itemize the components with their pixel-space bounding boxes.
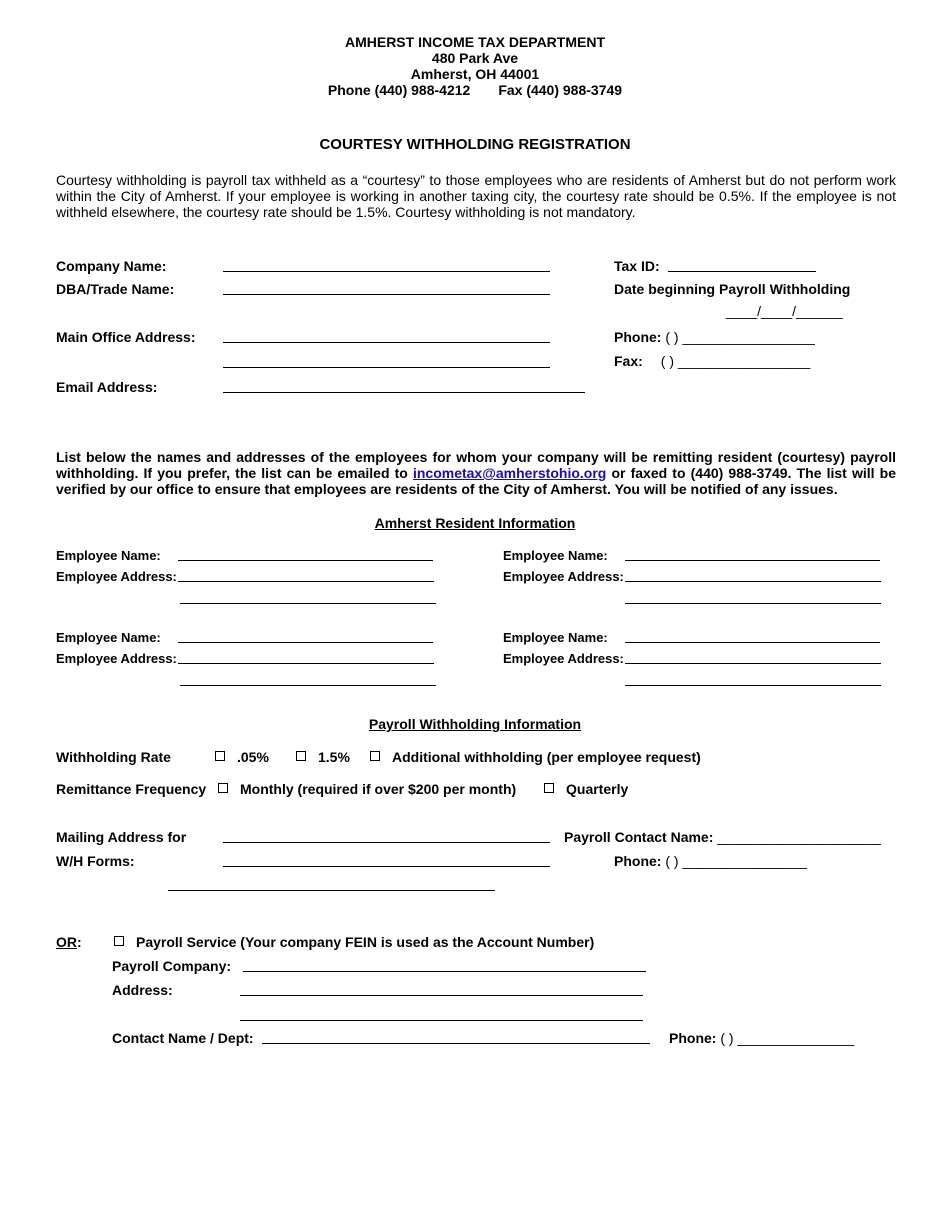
department-street: 480 Park Ave <box>431 50 519 66</box>
employee-address-label: Employee Address: <box>56 651 177 666</box>
checkbox-icon[interactable] <box>218 783 228 793</box>
email-link[interactable]: incometax@amherstohio.org <box>412 465 607 481</box>
checkbox-icon[interactable] <box>296 751 306 761</box>
service-phone-field[interactable]: ( ) _______________ <box>720 1030 855 1046</box>
list-instructions-part1: List below the names and addresses of the employees for whom your company will be remitting resident (courtesy) payroll withholding. If you prefer, the list can be emailed to <box>56 449 896 481</box>
dba-field[interactable] <box>223 294 550 295</box>
employee-address-label: Employee Address: <box>56 569 177 584</box>
mailing-address-field-line3[interactable] <box>168 890 495 891</box>
checkbox-icon[interactable] <box>544 783 554 793</box>
department-contact <box>0 82 950 98</box>
employee-name-field[interactable] <box>178 642 433 643</box>
payroll-contact-label: Payroll Contact Name: <box>564 829 714 845</box>
or-text: OR <box>56 934 77 950</box>
quarterly-option[interactable] <box>544 781 628 797</box>
wh-forms-label: W/H Forms: <box>56 853 135 869</box>
employee-address-field[interactable] <box>625 581 881 582</box>
department-name: AMHERST INCOME TAX DEPARTMENT <box>344 34 606 50</box>
employee-name-field[interactable] <box>625 642 880 643</box>
withholding-rate-label: Withholding Rate <box>56 749 171 765</box>
payroll-phone-label: Phone: <box>614 853 662 869</box>
payroll-phone-row <box>614 853 807 869</box>
or-label <box>56 934 82 950</box>
main-office-label: Main Office Address: <box>56 329 196 345</box>
monthly-option[interactable] <box>218 781 516 797</box>
service-phone-row <box>669 1030 854 1046</box>
intro-paragraph: Courtesy withholding is payroll tax withheld as a “courtesy” to those employees who are residents of Amherst but do not perform work within the City of Amherst. If your employee is working in another taxing city, the courtesy rate should be 0.5%. If the employee is not withheld elsewhere, the courtesy rate should be 1.5%. Courtesy withholding is not mandatory. <box>56 172 896 220</box>
or-colon: : <box>77 934 82 950</box>
email-label: Email Address: <box>56 379 158 395</box>
service-phone-label: Phone: <box>669 1030 717 1046</box>
department-phone: Phone (440) 988-4212 <box>327 82 471 98</box>
employee-address-field-line2[interactable] <box>180 603 436 604</box>
list-instructions-part2: or faxed to (440) 988-3749. The list will be verified by our office to ensure that employees are residents of the City of Amherst. You will be notified of any issues. <box>56 465 896 497</box>
department-city: Amherst, OH 44001 <box>410 66 540 82</box>
rate-15-option[interactable] <box>296 749 350 765</box>
employee-address-field-line2[interactable] <box>180 685 436 686</box>
employee-name-label: Employee Name: <box>56 548 161 563</box>
form-title: COURTESY WITHHOLDING REGISTRATION <box>319 136 631 153</box>
employee-name-label: Employee Name: <box>56 630 161 645</box>
service-contact-field[interactable] <box>262 1043 650 1044</box>
company-phone-row <box>614 329 815 345</box>
main-office-field-line2[interactable] <box>223 367 550 368</box>
payroll-contact-field[interactable]: _____________________ <box>717 829 881 845</box>
company-fax-row <box>614 353 810 369</box>
mailing-address-field[interactable] <box>223 842 550 843</box>
main-office-field[interactable] <box>223 342 550 343</box>
checkbox-icon[interactable] <box>370 751 380 761</box>
dba-label: DBA/Trade Name: <box>56 281 175 297</box>
rate-additional-label: Additional withholding (per employee request) <box>392 749 701 765</box>
service-address-field[interactable] <box>240 995 643 996</box>
checkbox-icon[interactable] <box>114 936 124 946</box>
company-fax-label: Fax: <box>614 353 643 369</box>
payroll-phone-field[interactable]: ( ) ________________ <box>665 853 808 869</box>
rate-15-label: 1.5% <box>318 749 350 765</box>
resident-section-title: Amherst Resident Information <box>374 515 576 531</box>
checkbox-icon[interactable] <box>215 751 225 761</box>
rate-05-label: .05% <box>237 749 269 765</box>
remittance-frequency-label: Remittance Frequency <box>56 781 207 797</box>
tax-id-label: Tax ID: <box>614 258 660 274</box>
payroll-service-option[interactable] <box>114 934 594 950</box>
mailing-address-field-line2[interactable] <box>223 866 550 867</box>
monthly-label: Monthly (required if over $200 per month) <box>240 781 517 797</box>
email-field[interactable] <box>223 392 585 393</box>
service-address-label: Address: <box>112 982 173 998</box>
employee-address-label: Employee Address: <box>503 569 624 584</box>
company-name-label: Company Name: <box>56 258 167 274</box>
rate-05-option[interactable] <box>215 749 269 765</box>
list-instructions <box>56 449 896 497</box>
company-name-field[interactable] <box>223 271 550 272</box>
payroll-company-field[interactable] <box>243 971 646 972</box>
payroll-company-label: Payroll Company: <box>112 958 232 974</box>
company-phone-label: Phone: <box>614 329 662 345</box>
employee-address-field[interactable] <box>625 663 881 664</box>
quarterly-label: Quarterly <box>566 781 629 797</box>
employee-name-field[interactable] <box>178 560 433 561</box>
employee-address-field-line2[interactable] <box>625 603 881 604</box>
service-contact-label: Contact Name / Dept: <box>112 1030 254 1046</box>
payroll-contact-row <box>564 829 881 845</box>
company-phone-field[interactable]: ( ) _________________ <box>665 329 815 345</box>
department-fax: Fax (440) 988-3749 <box>498 82 623 98</box>
company-fax-field[interactable]: ( ) _________________ <box>660 353 811 369</box>
date-beginning-field[interactable]: ____/____/______ <box>726 303 843 319</box>
employee-name-label: Employee Name: <box>503 548 608 563</box>
employee-name-field[interactable] <box>625 560 880 561</box>
rate-additional-option[interactable] <box>370 749 701 765</box>
employee-address-label: Employee Address: <box>503 651 624 666</box>
payroll-service-label: Payroll Service (Your company FEIN is used as the Account Number) <box>136 934 595 950</box>
employee-address-field[interactable] <box>178 663 434 664</box>
tax-id-field[interactable] <box>668 271 816 272</box>
mailing-address-label: Mailing Address for <box>56 829 187 845</box>
date-beginning-label: Date beginning Payroll Withholding <box>614 281 851 297</box>
employee-name-label: Employee Name: <box>503 630 608 645</box>
payroll-section-title: Payroll Withholding Information <box>368 716 582 732</box>
service-address-field-line2[interactable] <box>240 1020 643 1021</box>
employee-address-field-line2[interactable] <box>625 685 881 686</box>
employee-address-field[interactable] <box>178 581 434 582</box>
